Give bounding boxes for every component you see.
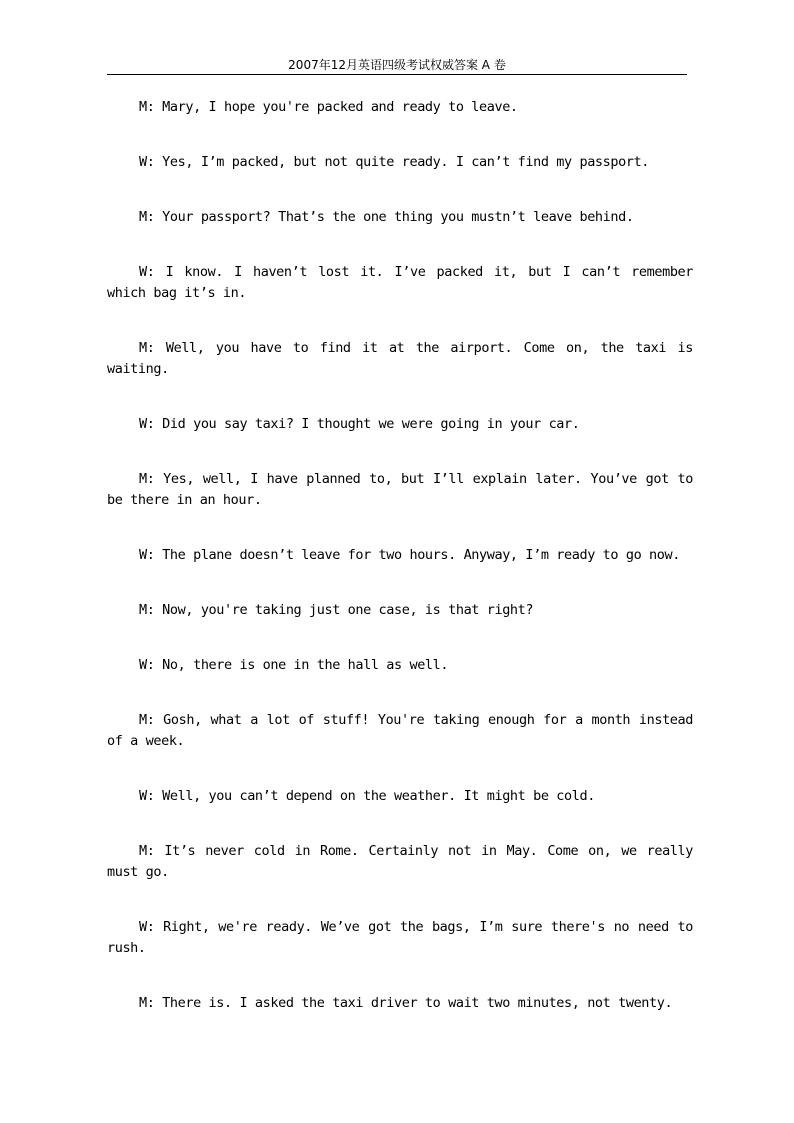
dialogue-line: W: Did you say taxi? I thought we were going in your car.	[139, 416, 580, 432]
dialogue-line: M: Mary, I hope you're packed and ready to leave.	[139, 99, 518, 115]
dialogue-line: W: The plane doesn’t leave for two hours. Anyway, I’m ready to go now.	[139, 547, 680, 563]
dialogue-line: W: I know. I haven’t lost it. I’ve packed it, but I can’t remember which bag it’s in.	[107, 264, 693, 301]
dialogue-line: W: Yes, I’m packed, but not quite ready. I can’t find my passport.	[139, 154, 650, 170]
dialogue-line: M: Well, you have to find it at the airport. Come on, the taxi is waiting.	[107, 340, 693, 377]
dialogue-line: M: Your passport? That’s the one thing you mustn’t leave behind.	[139, 209, 634, 225]
header-title: 2007年12月英语四级考试权威答案 A 卷	[288, 58, 506, 72]
dialogue-transcript	[107, 97, 693, 1048]
dialogue-line: W: Right, we're ready. We’ve got the bags, I’m sure there's no need to rush.	[107, 919, 693, 956]
dialogue-line: W: No, there is one in the hall as well.	[139, 657, 449, 673]
dialogue-line: M: Now, you're taking just one case, is that right?	[139, 602, 534, 618]
page-header	[107, 56, 687, 75]
dialogue-line: M: Yes, well, I have planned to, but I’ll explain later. You’ve got to be there in an hour.	[107, 471, 693, 508]
dialogue-line: M: It’s never cold in Rome. Certainly not in May. Come on, we really must go.	[107, 843, 693, 880]
dialogue-line: M: There is. I asked the taxi driver to wait two minutes, not twenty.	[139, 995, 673, 1011]
dialogue-line: W: Well, you can’t depend on the weather. It might be cold.	[139, 788, 595, 804]
dialogue-line: M: Gosh, what a lot of stuff! You're taking enough for a month instead of a week.	[107, 712, 693, 749]
